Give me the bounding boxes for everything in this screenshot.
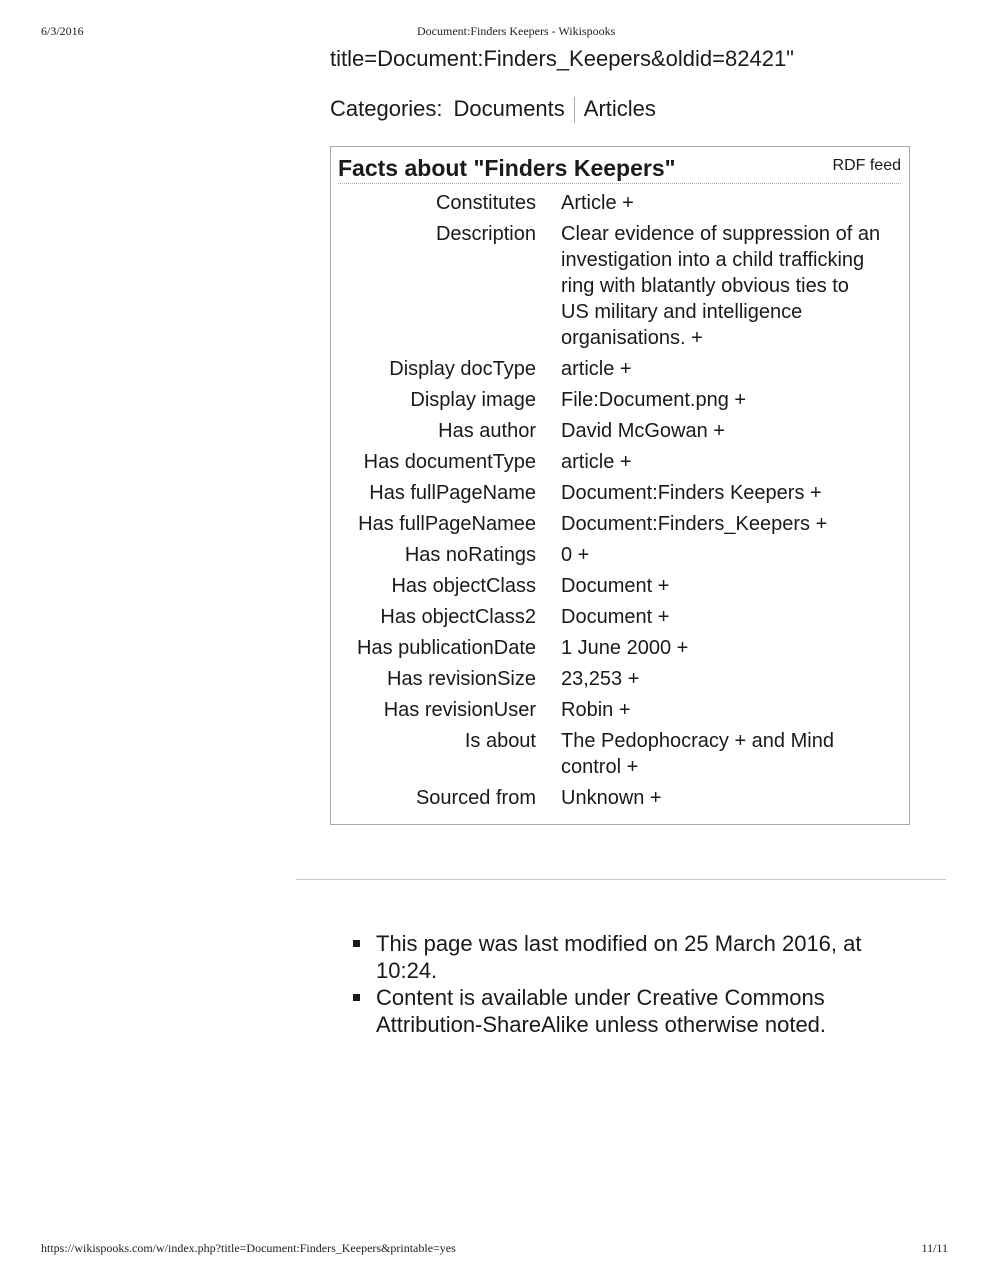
table-row	[338, 602, 901, 633]
property-value[interactable]: 23,253 +	[561, 668, 640, 690]
property-name[interactable]: Has fullPageName	[369, 482, 536, 504]
property-value[interactable]: David McGowan +	[561, 420, 725, 442]
categories-label: Categories:	[330, 96, 443, 121]
property-value[interactable]: Document +	[561, 575, 670, 597]
property-value[interactable]: Document:Finders Keepers +	[561, 482, 822, 504]
last-modified-text: This page was last modified on 25 March 2016, at 10:24.	[376, 931, 862, 983]
property-name[interactable]: Description	[435, 223, 536, 245]
table-row	[338, 447, 901, 478]
list-item	[350, 930, 910, 984]
property-value[interactable]: File:Document.png +	[561, 389, 747, 411]
facts-box	[330, 146, 910, 825]
bullet-icon	[353, 940, 360, 947]
property-name[interactable]: Has revisionUser	[383, 699, 536, 721]
property-name[interactable]: Has revisionSize	[387, 668, 536, 690]
print-page-count: 11/11	[921, 1241, 948, 1255]
table-row	[338, 478, 901, 509]
rdf-feed-link[interactable]: RDF feed	[832, 157, 901, 174]
footer-divider	[296, 879, 946, 880]
property-name[interactable]: Is about	[464, 730, 536, 752]
table-row	[338, 726, 901, 783]
category-link-documents[interactable]: Documents	[453, 96, 565, 121]
property-value[interactable]: article +	[561, 451, 632, 473]
bullet-icon	[353, 994, 360, 1001]
category-link-articles[interactable]: Articles	[583, 96, 656, 121]
print-header	[41, 24, 948, 40]
property-value[interactable]: Unknown +	[561, 787, 662, 809]
property-name[interactable]: Has publicationDate	[357, 637, 536, 659]
property-name[interactable]: Display image	[410, 389, 536, 411]
table-row	[338, 633, 901, 664]
property-value[interactable]: 1 June 2000 +	[561, 637, 689, 659]
main-content	[330, 44, 920, 825]
property-name[interactable]: Display docType	[389, 358, 536, 380]
table-row	[338, 385, 901, 416]
print-url: https://wikispooks.com/w/index.php?title=Document:Finders_Keepers&printable=yes	[41, 1241, 456, 1255]
category-links	[330, 94, 920, 124]
table-row	[338, 188, 901, 219]
property-value[interactable]: Robin +	[561, 699, 631, 721]
property-value[interactable]: Article +	[561, 192, 634, 214]
footer-info-list	[350, 930, 910, 1038]
print-footer	[41, 1241, 948, 1257]
table-row	[338, 509, 901, 540]
print-date: 6/3/2016	[41, 24, 84, 38]
property-name[interactable]: Has noRatings	[404, 544, 536, 566]
property-value[interactable]: Document:Finders_Keepers +	[561, 513, 828, 535]
property-name[interactable]: Has documentType	[363, 451, 536, 473]
property-value[interactable]: The Pedophocracy + and Mind control +	[561, 730, 834, 778]
property-name[interactable]: Sourced from	[415, 787, 536, 809]
property-value[interactable]: 0 +	[561, 544, 590, 566]
property-value[interactable]: Document +	[561, 606, 670, 628]
facts-table	[338, 188, 901, 814]
property-name[interactable]: Has fullPageNamee	[358, 513, 536, 535]
property-name[interactable]: Has objectClass	[391, 575, 536, 597]
list-item	[350, 984, 910, 1038]
table-row	[338, 783, 901, 814]
facts-header	[338, 153, 901, 184]
table-row	[338, 354, 901, 385]
property-name[interactable]: Has objectClass2	[380, 606, 536, 628]
table-row	[338, 416, 901, 447]
oldid-line: title=Document:Finders_Keepers&oldid=82421"	[330, 46, 794, 71]
table-row	[338, 664, 901, 695]
facts-title: Facts about "Finders Keepers"	[338, 155, 676, 181]
table-row	[338, 540, 901, 571]
license-text: Content is available under Creative Commons Attribution-ShareAlike unless otherwise noted.	[376, 985, 827, 1037]
table-row	[338, 219, 901, 354]
property-value: Clear evidence of suppression of an investigation into a child trafficking ring with blatantly obvious ties to US military and intelligence organisations. +	[561, 223, 881, 349]
property-name[interactable]: Constitutes	[435, 192, 536, 214]
table-row	[338, 571, 901, 602]
property-value[interactable]: article +	[561, 358, 632, 380]
property-name[interactable]: Has author	[438, 420, 536, 442]
print-page-title: Document:Finders Keepers - Wikispooks	[417, 24, 616, 38]
category-separator	[574, 97, 575, 123]
table-row	[338, 695, 901, 726]
